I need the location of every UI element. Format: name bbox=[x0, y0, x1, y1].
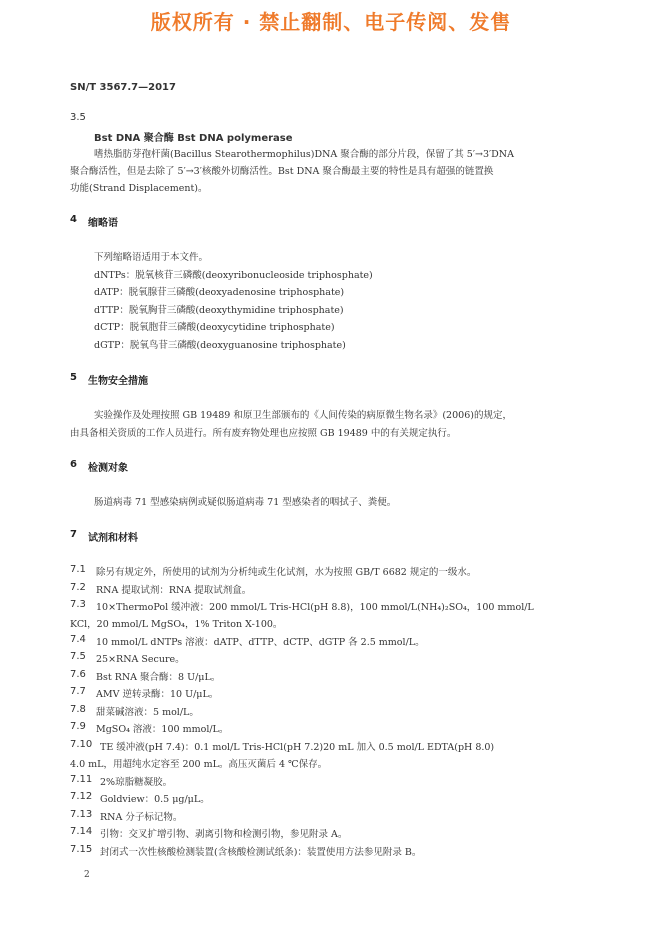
item-7-12-text: Goldview：0.5 μg/μL。 bbox=[100, 794, 210, 805]
item-7-8-text: 甜菜碱溶液：5 mol/L。 bbox=[96, 707, 199, 718]
item-7-5-number: 7.5 bbox=[70, 651, 86, 662]
section-7-number: 7 bbox=[70, 529, 77, 540]
abbrev-dgtp: dGTP：脱氧鸟苷三磷酸(deoxyguanosine triphosphate) bbox=[94, 340, 346, 351]
item-7-3-number: 7.3 bbox=[70, 599, 86, 610]
item-7-15-number: 7.15 bbox=[70, 844, 93, 855]
section-4-number: 4 bbox=[70, 214, 77, 225]
document-id: SN/T 3567.7—2017 bbox=[70, 82, 176, 93]
item-7-3-text: 10×ThermoPol 缓冲液：200 mmol/L Tris-HCl(pH 8.8)，100 mmol/L(NH₄)₂SO₄，100 mmol/L bbox=[96, 602, 534, 613]
abbrev-datp: dATP：脱氧腺苷三磷酸(deoxyadenosine triphosphate) bbox=[94, 287, 345, 298]
abbrev-dttp: dTTP：脱氧胸苷三磷酸(deoxythymidine triphosphate) bbox=[94, 305, 344, 316]
section-7-title: 试剂和材料 bbox=[88, 533, 138, 544]
section-5-line-1: 实验操作及处理按照 GB 19489 和原卫生部颁布的《人间传染的病原微生物名录》(2006)的规定， bbox=[94, 410, 512, 421]
section-6-number: 6 bbox=[70, 459, 77, 470]
section-5-line-2: 由具备相关资质的工作人员进行。所有废弃物处理也应按照 GB 19489 中的有关规定执行。 bbox=[70, 428, 457, 439]
item-7-9-number: 7.9 bbox=[70, 721, 86, 732]
section-6-line-1: 肠道病毒 71 型感染病例或疑似肠道病毒 71 型感染者的咽拭子、粪便。 bbox=[94, 497, 397, 508]
section-3-5-line-2: 聚合酶活性，但是去除了 5′→3′核酸外切酶活性。Bst DNA 聚合酶最主要的特性是具有超强的链置换 bbox=[70, 166, 494, 177]
page-number: 2 bbox=[84, 870, 90, 880]
section-5-title: 生物安全措施 bbox=[88, 376, 148, 387]
copyright-banner: 版权所有 · 禁止翻制、电子传阅、发售 bbox=[150, 10, 512, 34]
item-7-13-number: 7.13 bbox=[70, 809, 93, 820]
item-7-4-number: 7.4 bbox=[70, 634, 86, 645]
section-5-number: 5 bbox=[70, 372, 77, 383]
section-3-5-number: 3.5 bbox=[70, 112, 86, 123]
section-3-5-term: Bst DNA 聚合酶 Bst DNA polymerase bbox=[94, 133, 293, 144]
item-7-5-text: 25×RNA Secure。 bbox=[96, 654, 185, 665]
section-3-5-line-1: 嗜热脂肪芽孢杆菌(Bacillus Stearothermophilus)DNA 聚合酶的部分片段，保留了其 5′→3′DNA bbox=[94, 149, 514, 160]
abbrev-dntps: dNTPs：脱氧核苷三磷酸(deoxyribonucleoside triphosphate) bbox=[94, 270, 373, 281]
item-7-10-number: 7.10 bbox=[70, 739, 93, 750]
item-7-11-text: 2%琼脂糖凝胶。 bbox=[100, 777, 173, 788]
item-7-10-text: TE 缓冲液(pH 7.4)：0.1 mol/L Tris-HCl(pH 7.2)20 mL 加入 0.5 mol/L EDTA(pH 8.0) bbox=[100, 742, 495, 753]
item-7-4-text: 10 mmol/L dNTPs 溶液：dATP、dTTP、dCTP、dGTP 各 2.5 mmol/L。 bbox=[96, 637, 425, 648]
item-7-14-text: 引物：交叉扩增引物、剥离引物和检测引物，参见附录 A。 bbox=[100, 829, 348, 840]
section-3-5-line-3: 功能(Strand Displacement)。 bbox=[70, 183, 208, 194]
item-7-12-number: 7.12 bbox=[70, 791, 93, 802]
abbrev-dctp: dCTP：脱氧胞苷三磷酸(deoxycytidine triphosphate) bbox=[94, 322, 335, 333]
item-7-3-text-cont: KCl，20 mmol/L MgSO₄，1% Triton X-100。 bbox=[70, 619, 283, 630]
abbrev-intro: 下列缩略语适用于本文件。 bbox=[94, 252, 209, 263]
item-7-7-number: 7.7 bbox=[70, 686, 86, 697]
section-6-title: 检测对象 bbox=[88, 463, 128, 474]
item-7-15-text: 封闭式一次性核酸检测装置(含核酸检测试纸条)：装置使用方法参见附录 B。 bbox=[100, 847, 422, 858]
item-7-2-number: 7.2 bbox=[70, 582, 86, 593]
item-7-7-text: AMV 逆转录酶：10 U/μL。 bbox=[96, 689, 219, 700]
item-7-6-number: 7.6 bbox=[70, 669, 86, 680]
section-4-title: 缩略语 bbox=[88, 218, 118, 229]
item-7-11-number: 7.11 bbox=[70, 774, 93, 785]
item-7-2-text: RNA 提取试剂：RNA 提取试剂盒。 bbox=[96, 585, 252, 596]
item-7-1-text: 除另有规定外，所使用的试剂为分析纯或生化试剂，水为按照 GB/T 6682 规定的一级水。 bbox=[96, 567, 477, 578]
item-7-10-text-cont: 4.0 mL，用超纯水定容至 200 mL。高压灭菌后 4 ℃保存。 bbox=[70, 759, 328, 770]
item-7-9-text: MgSO₄ 溶液：100 mmol/L。 bbox=[96, 724, 229, 735]
item-7-1-number: 7.1 bbox=[70, 564, 86, 575]
item-7-6-text: Bst RNA 聚合酶：8 U/μL。 bbox=[96, 672, 221, 683]
item-7-8-number: 7.8 bbox=[70, 704, 86, 715]
item-7-14-number: 7.14 bbox=[70, 826, 93, 837]
item-7-13-text: RNA 分子标记物。 bbox=[100, 812, 183, 823]
